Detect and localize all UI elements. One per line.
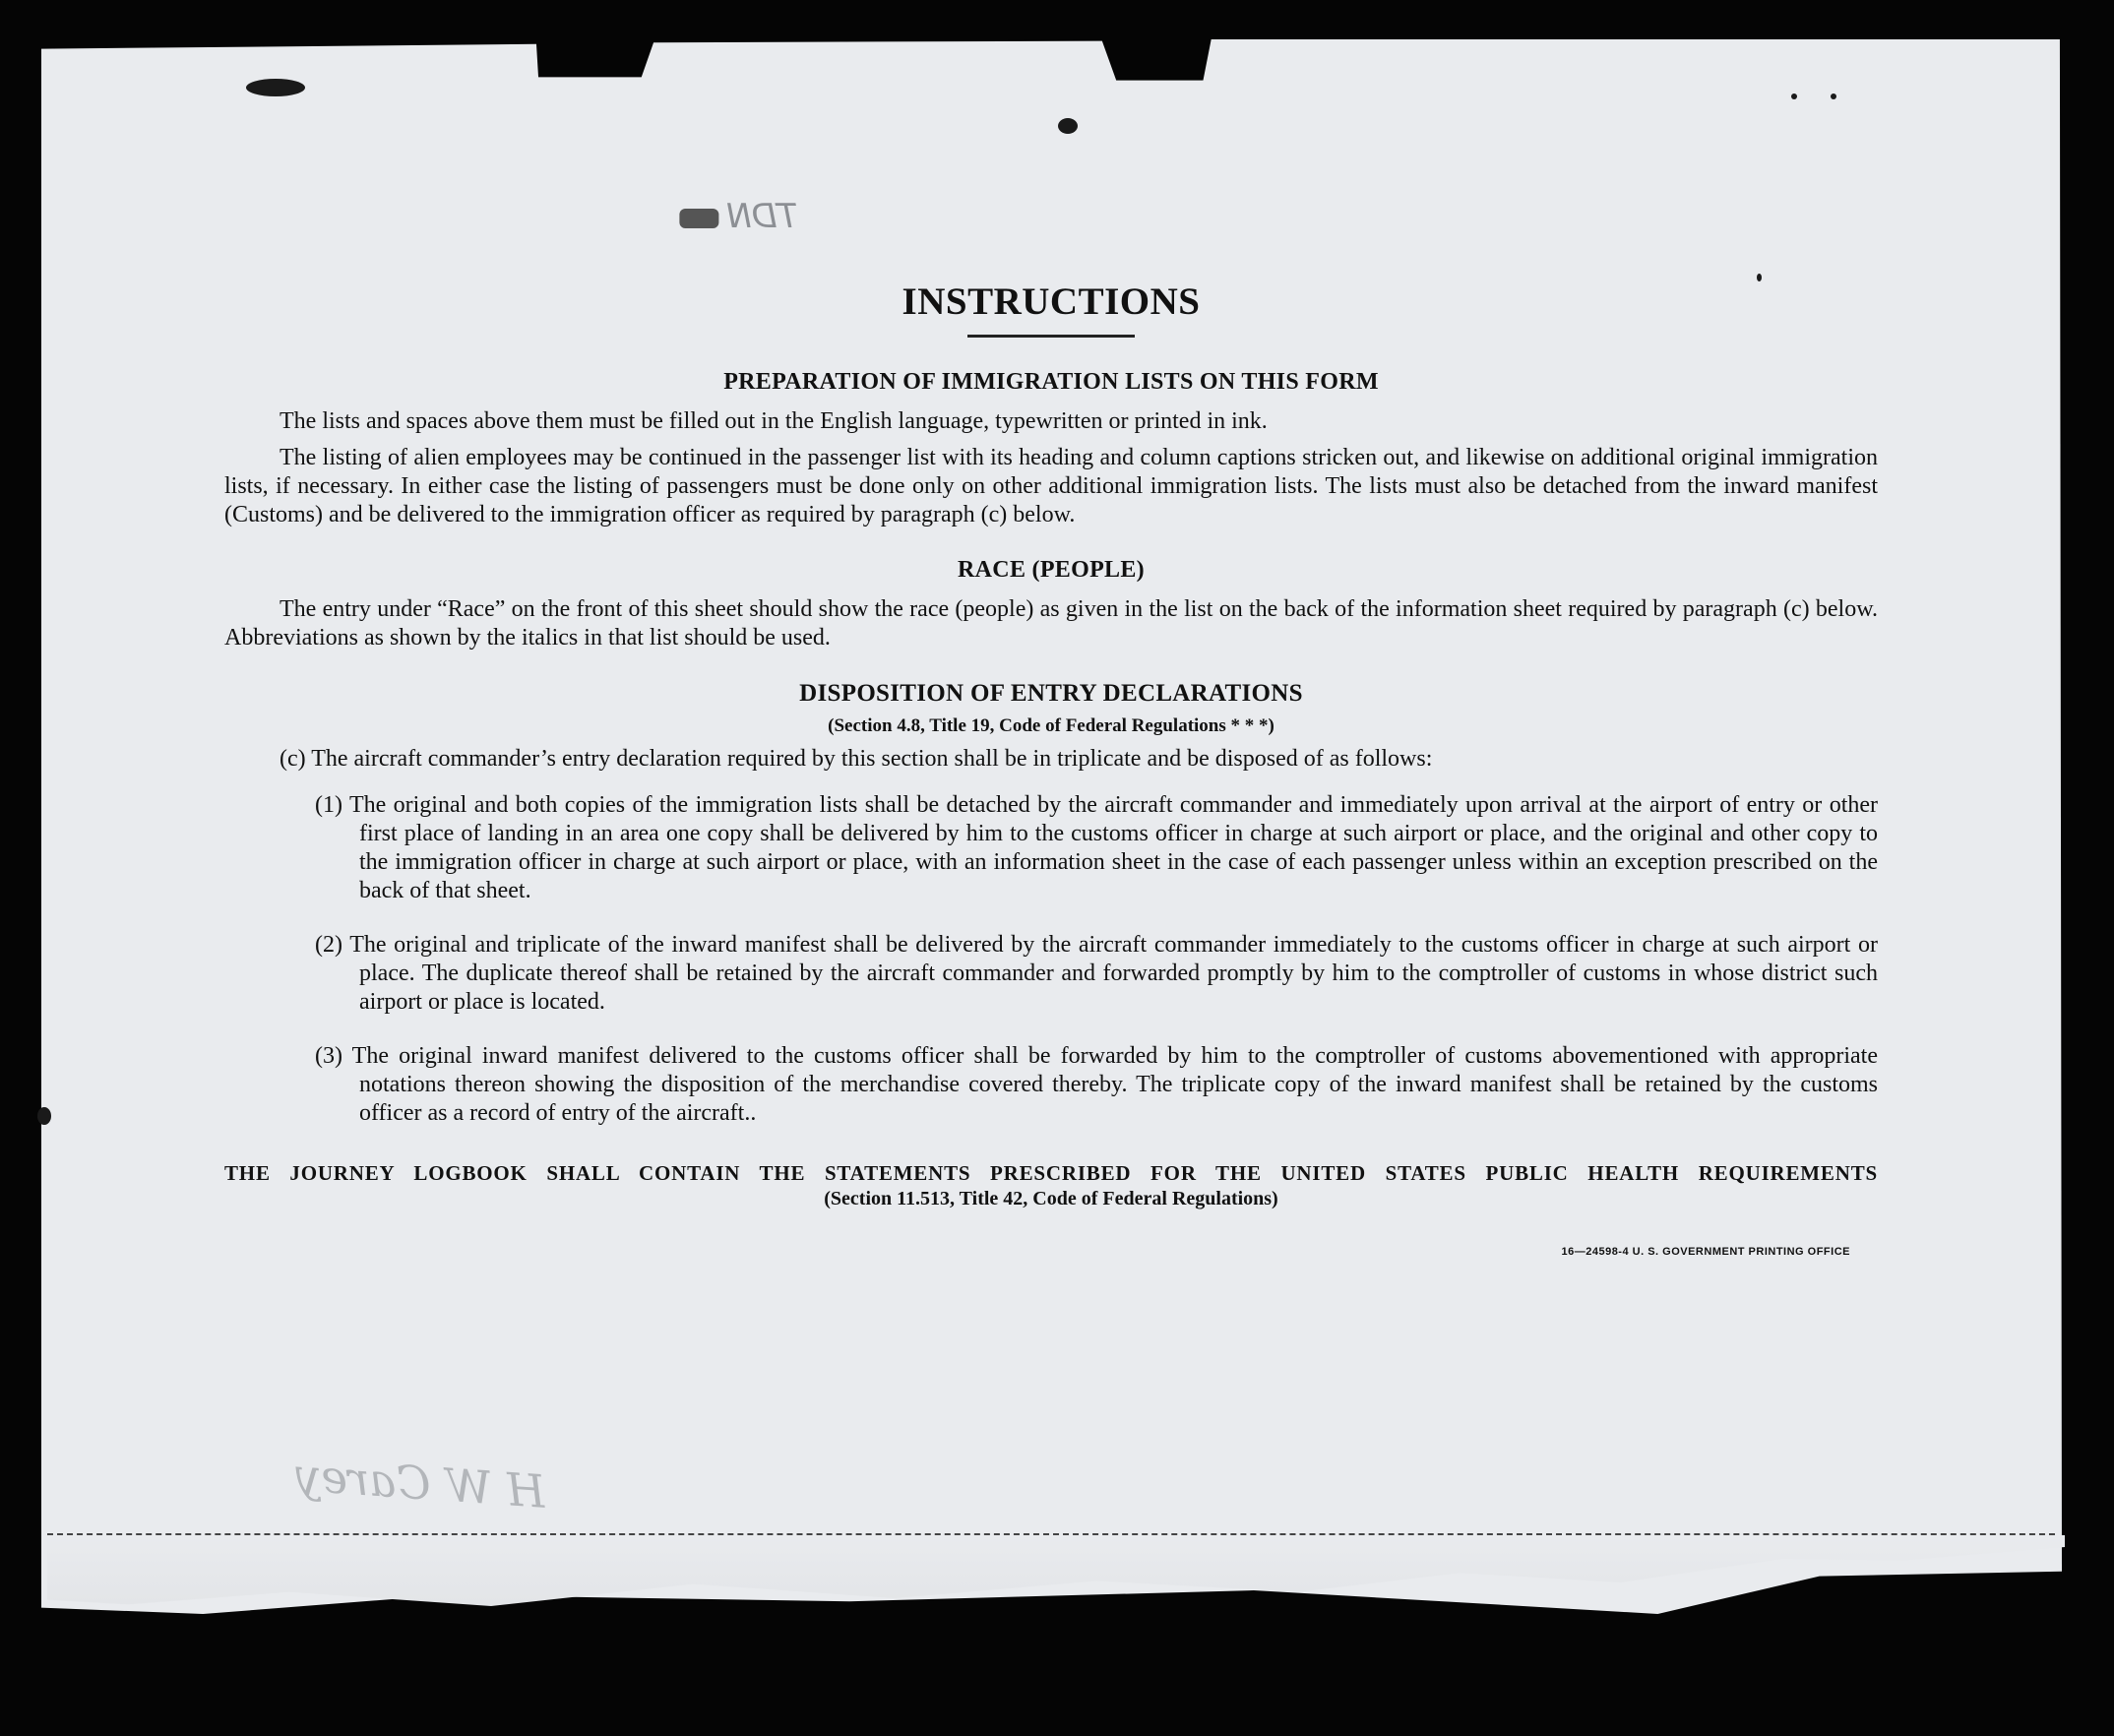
disposition-item-2: (2) The original and triplicate of the inward manifest shall be delivered by the aircraft commander immediately to the customs officer in charge at such airport or place. The duplicate thereof shall be retained by the aircraft commander and forwarded promptly by him to the comptroller of customs in whose district such airport or place is located. xyxy=(315,932,1878,1015)
perforation-line xyxy=(47,1533,2055,1535)
footer-heading: THE JOURNEY LOGBOOK SHALL CONTAIN THE STATEMENTS PRESCRIBED FOR THE UNITED STATES PUBLIC HEALTH REQUIREMENTS xyxy=(224,1161,1878,1185)
race-heading: RACE (PEOPLE) xyxy=(958,557,1145,583)
disposition-heading: DISPOSITION OF ENTRY DECLARATIONS xyxy=(799,680,1303,707)
preparation-paragraph-2: The listing of alien employees may be continued in the passenger list with its heading and column captions stricken out, and likewise on additional original immigration lists, if necessary. In either case the listing of passengers must be done only on other additional immigration lists. The lists must also be detached from the inward manifest (Customs) and be delivered to the immigration officer as required by paragraph (c) below. xyxy=(224,445,1878,527)
disposition-intro: (c) The aircraft commander’s entry declaration required by this section shall be in triplicate and be disposed of as follows: xyxy=(280,746,1433,772)
page-title: INSTRUCTIONS xyxy=(902,280,1201,323)
ink-speck xyxy=(37,1107,51,1125)
handwritten-signature: H W Carey xyxy=(293,1448,548,1519)
disposition-reference: (Section 4.8, Title 19, Code of Federal Regulations * * *) xyxy=(828,715,1275,736)
disposition-item-3: (3) The original inward manifest delivered to the customs officer shall be forwarded by him to the comptroller of customs abovementioned with appropriate notations thereon showing the disposition of the merchandise covered thereby. The triplicate copy of the inward manifest shall be retained by the customs officer as a record of entry of the aircraft.. xyxy=(315,1043,1878,1126)
race-paragraph: The entry under “Race” on the front of this sheet should show the race (people) as given in the list on the back of the information sheet required by paragraph (c) below. Abbreviations as shown by the italics in that list should be used. xyxy=(224,596,1878,651)
printing-office-code: 16—24598-4 U. S. GOVERNMENT PRINTING OFFICE xyxy=(1561,1246,1850,1258)
ink-speck xyxy=(1791,93,1797,99)
preparation-paragraph-1: The lists and spaces above them must be filled out in the English language, typewritten or printed in ink. xyxy=(280,408,1268,434)
preparation-heading: PREPARATION OF IMMIGRATION LISTS ON THIS FORM xyxy=(723,369,1379,395)
ink-speck xyxy=(246,79,305,96)
handwritten-mark: TDN xyxy=(679,197,797,236)
instructions-body xyxy=(224,276,1878,1258)
title-rule xyxy=(967,335,1135,338)
ink-speck xyxy=(1058,118,1078,134)
disposition-item-1: (1) The original and both copies of the immigration lists shall be detached by the aircraft commander and immediately upon arrival at the airport of entry or other first place of landing in an area one copy shall be delivered by him to the customs officer in charge at such airport or place, and the original and other copy to the immigration officer in charge at such airport or place, with an information sheet in the case of each passenger unless within an exception prescribed on the back of that sheet. xyxy=(315,792,1878,903)
ink-speck xyxy=(1831,93,1836,99)
footer-reference: (Section 11.513, Title 42, Code of Federal Regulations) xyxy=(824,1188,1278,1209)
